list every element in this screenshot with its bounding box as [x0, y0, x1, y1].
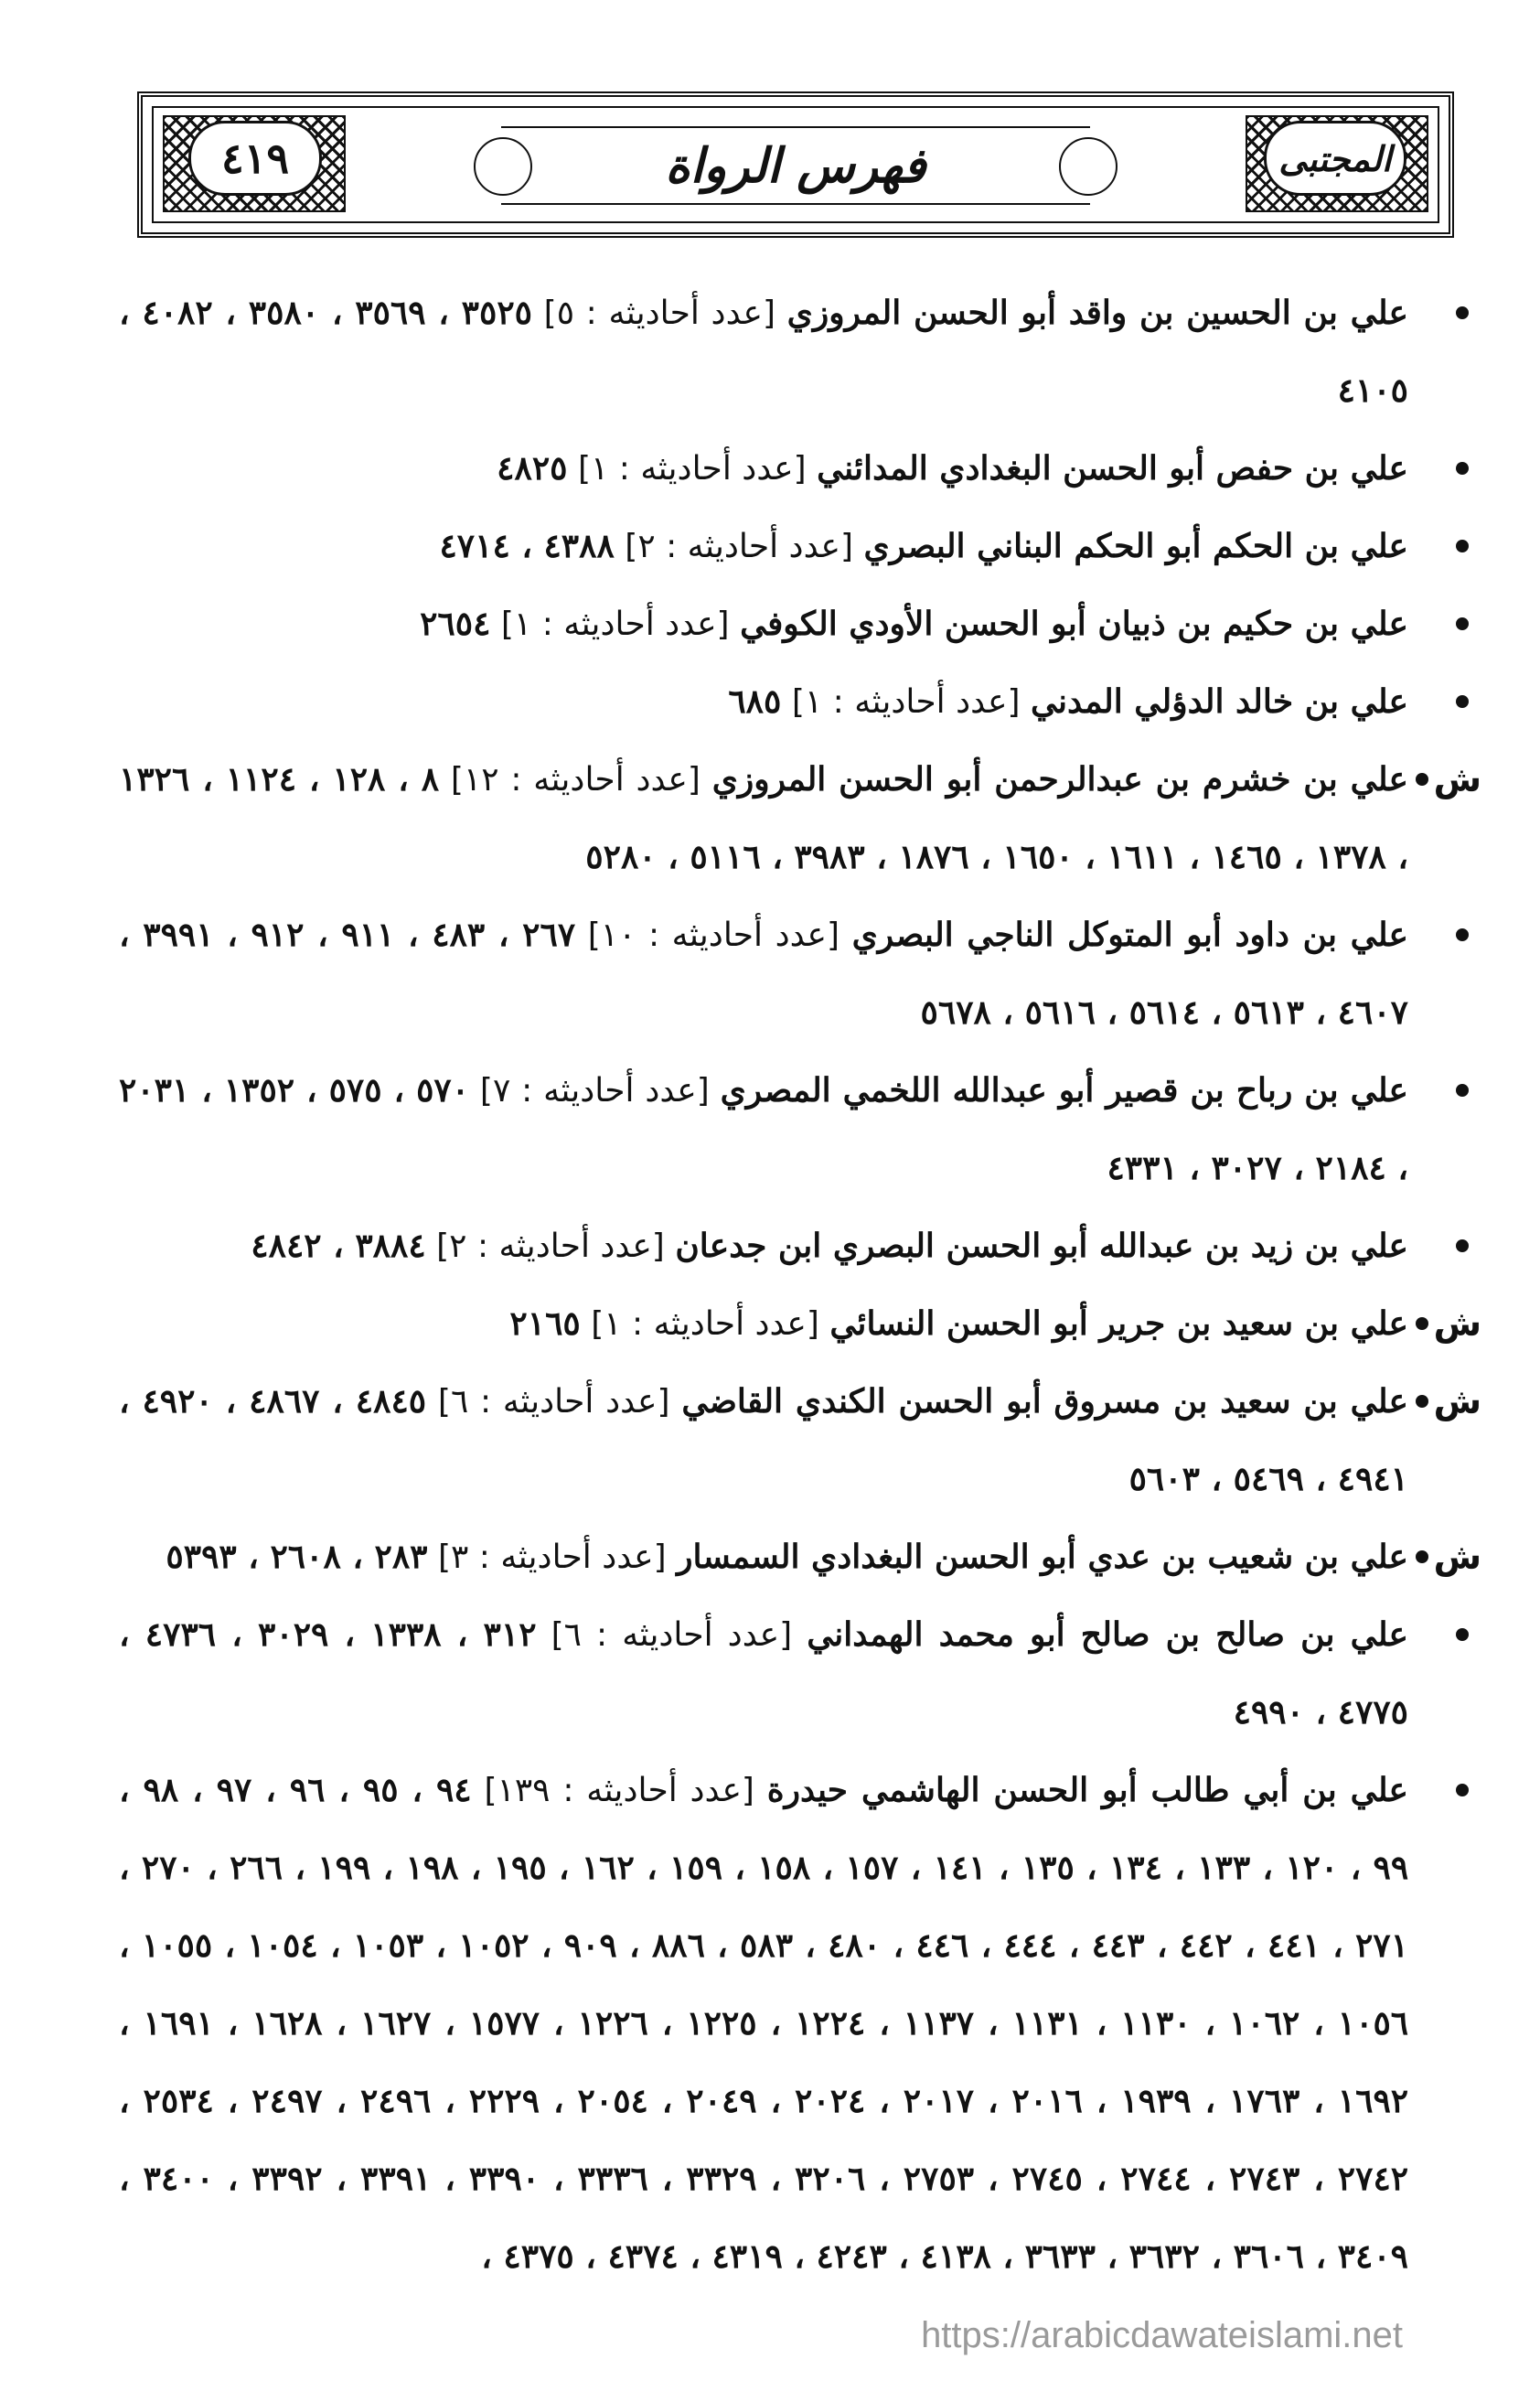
narrator-name: علي بن زيد بن عبدالله أبو الحسن البصري ابن جدعان	[675, 1227, 1408, 1265]
narrator-entry	[119, 741, 1481, 896]
hadith-count: [عدد أحاديثه : ١]	[791, 683, 1021, 721]
page-header	[137, 91, 1454, 238]
bullet-icon	[1416, 1395, 1428, 1408]
entry-marker	[1408, 1207, 1481, 1284]
hadith-count: [عدد أحاديثه : ٦]	[437, 1383, 670, 1421]
hadith-numbers: ٢٨٣ ، ٢٦٠٨ ، ٥٣٩٣	[166, 1538, 428, 1576]
narrator-name: علي بن شعيب بن عدي أبو الحسن البغدادي السمسار	[677, 1538, 1408, 1576]
hadith-count: [عدد أحاديثه : ٦]	[551, 1616, 793, 1654]
narrator-name: علي بن خشرم بن عبدالرحمن أبو الحسن المروزي	[711, 760, 1408, 799]
bullet-icon	[1416, 773, 1428, 786]
bullet-icon	[1456, 1628, 1469, 1641]
narrator-entry	[119, 1052, 1481, 1207]
narrator-entry	[119, 585, 1481, 663]
header-frame	[152, 106, 1439, 223]
entry-marker	[1408, 1285, 1481, 1362]
entry-marker	[1408, 1518, 1481, 1595]
shaykh-marker: ش	[1433, 1537, 1481, 1577]
narrator-entry	[119, 1518, 1481, 1596]
narrator-entry	[119, 663, 1481, 741]
entry-marker	[1408, 1052, 1481, 1129]
page-title: فهرس الرواة	[665, 137, 926, 194]
narrator-name: علي بن الحكم أبو الحكم البناني البصري	[863, 527, 1408, 565]
bullet-icon	[1456, 617, 1469, 630]
shaykh-marker: ش	[1433, 1381, 1481, 1421]
narrator-entry	[119, 430, 1481, 508]
hadith-numbers: ٣٨٨٤ ، ٤٨٤٢	[251, 1227, 426, 1265]
narrator-index-list	[119, 274, 1481, 2296]
narrator-name: علي بن صالح بن صالح أبو محمد الهمداني	[807, 1615, 1409, 1654]
bullet-icon	[1456, 1084, 1469, 1097]
narrator-name: علي بن حفص أبو الحسن البغدادي المدائني	[817, 449, 1408, 488]
hadith-numbers: ٤٨٤٥ ، ٤٨٦٧ ، ٤٩٢٠ ، ٤٩٤١ ، ٥٤٦٩ ، ٥٦٠٣	[119, 1382, 1408, 1498]
narrator-name: علي بن رباح بن قصير أبو عبدالله اللخمي المصري	[720, 1071, 1408, 1110]
hadith-count: [عدد أحاديثه : ٢]	[436, 1228, 665, 1265]
book-logo: المجتبى	[1264, 121, 1406, 196]
hadith-numbers: ٢٦٥٤	[420, 605, 491, 643]
hadith-numbers: ٤٣٨٨ ، ٤٧١٤	[439, 527, 615, 565]
narrator-entry	[119, 1285, 1481, 1363]
title-cartouche	[501, 126, 1090, 205]
hadith-count: [عدد أحاديثه : ١٣٩]	[484, 1772, 754, 1809]
entry-marker	[1408, 1752, 1481, 1828]
hadith-numbers: ٦٨٥	[728, 682, 782, 721]
bullet-icon	[1416, 1550, 1428, 1563]
hadith-numbers: ٨ ، ١٢٨ ، ١١٢٤ ، ١٣٢٦ ، ١٣٧٨ ، ١٤٦٥ ، ١٦١١ ، ١٦٥٠ ، ١٨٧٦ ، ٣٩٨٣ ، ٥١١٦ ، ٥٢٨٠	[119, 760, 1408, 876]
entry-marker	[1408, 896, 1481, 973]
narrator-entry	[119, 1207, 1481, 1285]
narrator-entry	[119, 896, 1481, 1052]
narrator-name: علي بن داود أبو المتوكل الناجي البصري	[851, 916, 1409, 954]
hadith-numbers: ٢٦٧ ، ٤٨٣ ، ٩١١ ، ٩١٢ ، ٣٩٩١ ، ٤٦٠٧ ، ٥٦١٣ ، ٥٦١٤ ، ٥٦١٦ ، ٥٦٧٨	[119, 916, 1408, 1032]
hadith-count: [عدد أحاديثه : ٥]	[543, 295, 775, 332]
hadith-numbers: ٣١٢ ، ١٣٣٨ ، ٣٠٢٩ ، ٤٧٣٦ ، ٤٧٧٥ ، ٤٩٩٠	[119, 1615, 1408, 1732]
entry-marker	[1408, 1363, 1481, 1440]
page-number: ٤١٩	[188, 121, 322, 196]
entry-marker	[1408, 663, 1481, 740]
hadith-numbers: ٤٨٢٥	[497, 449, 568, 488]
bullet-icon	[1456, 1239, 1469, 1252]
hadith-count: [عدد أحاديثه : ١]	[591, 1305, 819, 1343]
hadith-count: [عدد أحاديثه : ٢]	[625, 528, 854, 565]
bullet-icon	[1456, 695, 1469, 708]
narrator-name: علي بن أبي طالب أبو الحسن الهاشمي حيدرة	[766, 1771, 1409, 1809]
bullet-icon	[1456, 462, 1469, 475]
entry-marker	[1408, 1596, 1481, 1673]
entry-marker	[1408, 741, 1481, 818]
shaykh-marker: ش	[1433, 759, 1481, 799]
hadith-numbers: ٥٧٠ ، ٥٧٥ ، ١٣٥٢ ، ٢٠٣١ ، ٢١٨٤ ، ٣٠٢٧ ، ٤٣٣١	[119, 1071, 1408, 1187]
watermark: https://arabicdawateislami.net	[921, 2315, 1403, 2355]
bullet-icon	[1456, 1784, 1469, 1796]
narrator-name: علي بن حكيم بن ذبيان أبو الحسن الأودي الكوفي	[740, 605, 1408, 643]
entry-marker	[1408, 430, 1481, 507]
narrator-entry	[119, 1752, 1481, 2296]
hadith-count: [عدد أحاديثه : ٧]	[479, 1072, 710, 1110]
narrator-entry	[119, 1596, 1481, 1752]
hadith-count: [عدد أحاديثه : ١٠]	[587, 917, 840, 954]
hadith-count: [عدد أحاديثه : ١]	[500, 606, 730, 643]
bullet-icon	[1456, 306, 1469, 319]
entry-marker	[1408, 585, 1481, 662]
hadith-numbers: ٣٥٢٥ ، ٣٥٦٩ ، ٣٥٨٠ ، ٤٠٨٢ ، ٤١٠٥	[119, 294, 1408, 410]
narrator-name: علي بن سعيد بن مسروق أبو الحسن الكندي القاضي	[681, 1382, 1409, 1421]
hadith-count: [عدد أحاديثه : ١٢]	[450, 761, 700, 799]
hadith-count: [عدد أحاديثه : ١]	[577, 450, 807, 488]
hadith-count: [عدد أحاديثه : ٣]	[437, 1539, 667, 1576]
narrator-name: علي بن سعيد بن جرير أبو الحسن النسائي	[829, 1304, 1408, 1343]
narrator-entry	[119, 508, 1481, 585]
narrator-name: علي بن الحسين بن واقد أبو الحسن المروزي	[786, 294, 1409, 332]
narrator-entry	[119, 1363, 1481, 1518]
hadith-numbers: ٩٤ ، ٩٥ ، ٩٦ ، ٩٧ ، ٩٨ ، ٩٩ ، ١٢٠ ، ١٣٣ ، ١٣٤ ، ١٣٥ ، ١٤١ ، ١٥٧ ، ١٥٨ ، ١٥٩ ، ١٦٢ ، ١٩٥ ، ١٩٨ ، ١٩٩ ، ٢٦٦ ، ٢٧٠ ، ٢٧١ ، ٤٤١ ، ٤٤٢ ، ٤٤٣ ، ٤٤٤ ، ٤٤٦ ، ٤٨٠ ، ٥٨٣ ، ٨٨٦ ، ٩٠٩ ، ١٠٥٢ ، ١٠٥٣ ، ١٠٥٤ ، ١٠٥٥ ، ١٠٥٦ ، ١٠٦٢ ، ١١٣٠ ، ١١٣١ ، ١١٣٧ ، ١٢٢٤ ، ١٢٢٥ ، ١٢٢٦ ، ١٥٧٧ ، ١٦٢٧ ، ١٦٢٨ ، ١٦٩١ ، ١٦٩٢ ، ١٧٦٣ ، ١٩٣٩ ، ٢٠١٦ ، ٢٠١٧ ، ٢٠٢٤ ، ٢٠٤٩ ، ٢٠٥٤ ، ٢٢٢٩ ، ٢٤٩٦ ، ٢٤٩٧ ، ٢٥٣٤ ، ٢٧٤٢ ، ٢٧٤٣ ، ٢٧٤٤ ، ٢٧٤٥ ، ٢٧٥٣ ، ٣٢٠٦ ، ٣٣٢٩ ، ٣٣٣٦ ، ٣٣٩٠ ، ٣٣٩١ ، ٣٣٩٢ ، ٣٤٠٠ ، ٣٤٠٩ ، ٣٦٠٦ ، ٣٦٣٢ ، ٣٦٣٣ ، ٤١٣٨ ، ٤٢٤٣ ، ٤٣١٩ ، ٤٣٧٤ ، ٤٣٧٥ ،	[119, 1771, 1409, 2276]
narrator-entry	[119, 274, 1481, 430]
entry-marker	[1408, 508, 1481, 584]
entry-marker	[1408, 274, 1481, 351]
shaykh-marker: ش	[1433, 1303, 1481, 1344]
hadith-numbers: ٢١٦٥	[509, 1304, 581, 1343]
narrator-name: علي بن خالد الدؤلي المدني	[1031, 682, 1408, 721]
bullet-icon	[1456, 928, 1469, 941]
bullet-icon	[1416, 1317, 1428, 1330]
bullet-icon	[1456, 540, 1469, 552]
